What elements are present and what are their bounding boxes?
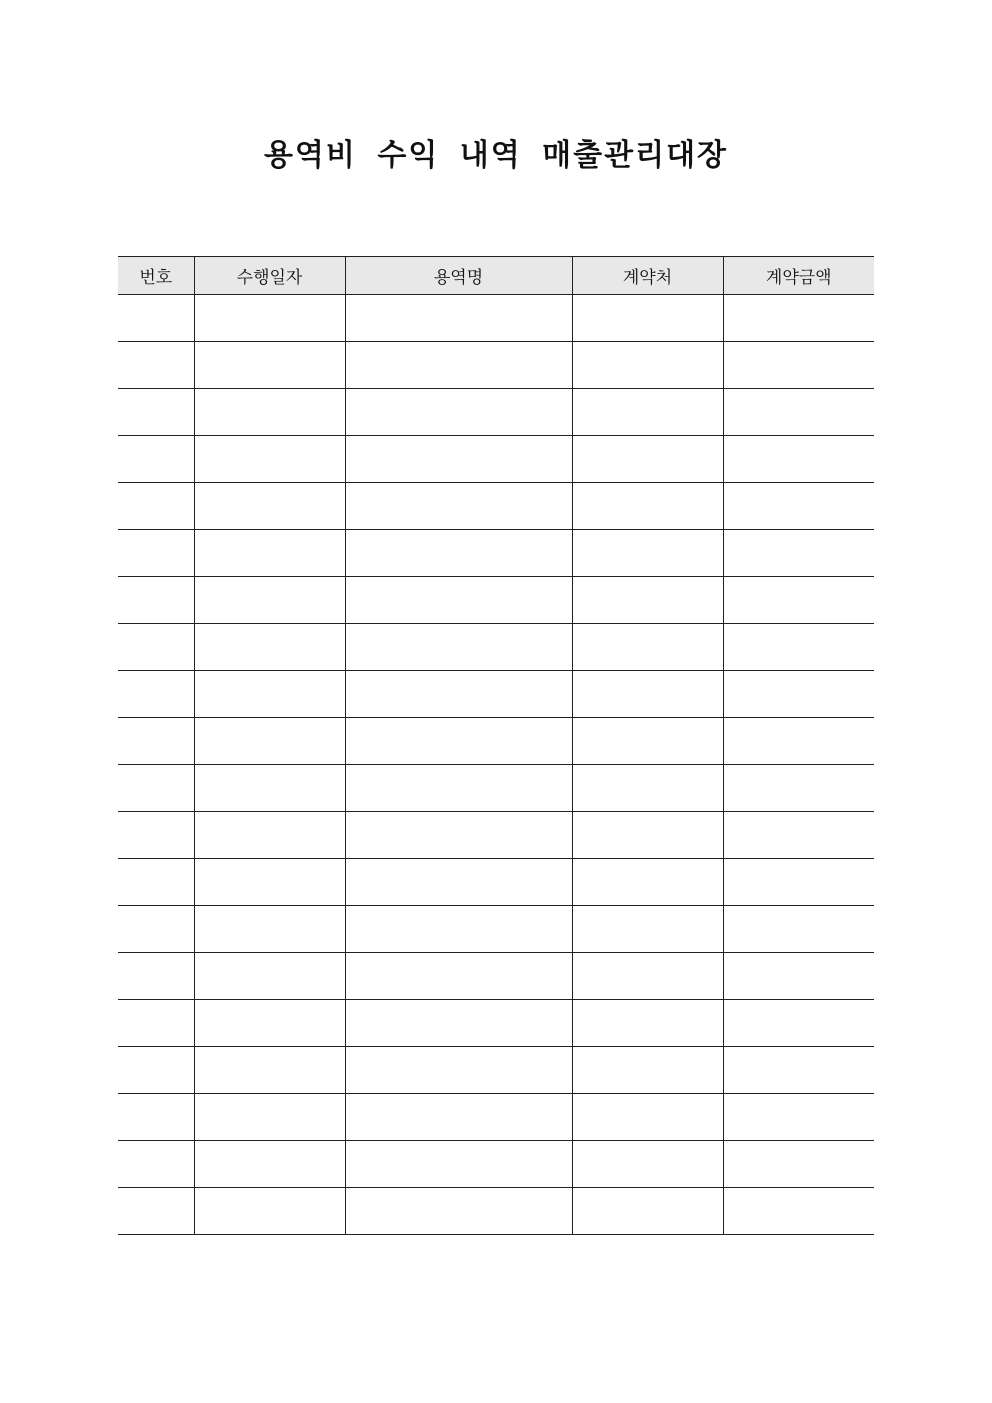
cell-number	[118, 436, 194, 483]
cell-date	[194, 906, 345, 953]
cell-client	[572, 765, 723, 812]
cell-number	[118, 906, 194, 953]
cell-contract-amount	[723, 812, 874, 859]
table-row	[118, 1141, 874, 1188]
cell-service-name	[345, 1141, 572, 1188]
cell-service-name	[345, 812, 572, 859]
cell-date	[194, 765, 345, 812]
cell-service-name	[345, 765, 572, 812]
cell-number	[118, 577, 194, 624]
cell-date	[194, 812, 345, 859]
cell-number	[118, 295, 194, 342]
table-row	[118, 906, 874, 953]
cell-number	[118, 671, 194, 718]
table-row	[118, 859, 874, 906]
cell-client	[572, 1094, 723, 1141]
cell-date	[194, 530, 345, 577]
header-date: 수행일자	[194, 257, 345, 295]
cell-service-name	[345, 342, 572, 389]
cell-number	[118, 342, 194, 389]
table-row	[118, 1094, 874, 1141]
cell-service-name	[345, 295, 572, 342]
table-row	[118, 530, 874, 577]
cell-number	[118, 1188, 194, 1235]
cell-contract-amount	[723, 1188, 874, 1235]
table-header-row	[118, 257, 874, 295]
header-number: 번호	[118, 257, 194, 295]
cell-contract-amount	[723, 342, 874, 389]
cell-date	[194, 1047, 345, 1094]
cell-service-name	[345, 577, 572, 624]
cell-contract-amount	[723, 436, 874, 483]
cell-service-name	[345, 953, 572, 1000]
cell-number	[118, 953, 194, 1000]
table-row	[118, 765, 874, 812]
cell-client	[572, 624, 723, 671]
cell-service-name	[345, 718, 572, 765]
cell-client	[572, 812, 723, 859]
cell-client	[572, 1000, 723, 1047]
cell-date	[194, 1094, 345, 1141]
table-row	[118, 389, 874, 436]
cell-contract-amount	[723, 624, 874, 671]
cell-service-name	[345, 1047, 572, 1094]
cell-date	[194, 295, 345, 342]
cell-client	[572, 389, 723, 436]
cell-number	[118, 483, 194, 530]
table-row	[118, 812, 874, 859]
cell-client	[572, 953, 723, 1000]
cell-service-name	[345, 483, 572, 530]
header-contract-amount: 계약금액	[723, 257, 874, 295]
cell-contract-amount	[723, 718, 874, 765]
cell-number	[118, 1094, 194, 1141]
cell-date	[194, 1000, 345, 1047]
table-row	[118, 718, 874, 765]
cell-contract-amount	[723, 671, 874, 718]
cell-service-name	[345, 1188, 572, 1235]
cell-service-name	[345, 1094, 572, 1141]
cell-number	[118, 624, 194, 671]
cell-service-name	[345, 859, 572, 906]
cell-date	[194, 342, 345, 389]
cell-client	[572, 483, 723, 530]
table-row	[118, 953, 874, 1000]
table-row	[118, 624, 874, 671]
cell-date	[194, 483, 345, 530]
cell-number	[118, 859, 194, 906]
cell-number	[118, 1141, 194, 1188]
cell-number	[118, 1047, 194, 1094]
cell-service-name	[345, 530, 572, 577]
cell-number	[118, 389, 194, 436]
cell-contract-amount	[723, 295, 874, 342]
cell-date	[194, 624, 345, 671]
cell-client	[572, 530, 723, 577]
cell-number	[118, 530, 194, 577]
cell-contract-amount	[723, 906, 874, 953]
cell-date	[194, 953, 345, 1000]
table-row	[118, 577, 874, 624]
cell-client	[572, 436, 723, 483]
cell-date	[194, 389, 345, 436]
header-service-name: 용역명	[345, 257, 572, 295]
cell-date	[194, 577, 345, 624]
cell-contract-amount	[723, 953, 874, 1000]
cell-date	[194, 1188, 345, 1235]
cell-date	[194, 859, 345, 906]
cell-date	[194, 671, 345, 718]
cell-contract-amount	[723, 1094, 874, 1141]
table-row	[118, 295, 874, 342]
cell-contract-amount	[723, 1000, 874, 1047]
cell-contract-amount	[723, 530, 874, 577]
cell-number	[118, 812, 194, 859]
cell-service-name	[345, 389, 572, 436]
table-row	[118, 671, 874, 718]
table-row	[118, 483, 874, 530]
cell-service-name	[345, 1000, 572, 1047]
cell-contract-amount	[723, 1047, 874, 1094]
cell-client	[572, 1188, 723, 1235]
cell-date	[194, 436, 345, 483]
cell-number	[118, 1000, 194, 1047]
table-row	[118, 1000, 874, 1047]
cell-service-name	[345, 671, 572, 718]
cell-client	[572, 906, 723, 953]
table-row	[118, 436, 874, 483]
table-row	[118, 1188, 874, 1235]
cell-client	[572, 718, 723, 765]
cell-client	[572, 859, 723, 906]
cell-date	[194, 1141, 345, 1188]
page-title: 용역비 수익 내역 매출관리대장	[263, 138, 729, 173]
cell-contract-amount	[723, 577, 874, 624]
table-row	[118, 342, 874, 389]
cell-client	[572, 577, 723, 624]
cell-service-name	[345, 436, 572, 483]
cell-number	[118, 765, 194, 812]
cell-service-name	[345, 624, 572, 671]
cell-contract-amount	[723, 483, 874, 530]
revenue-ledger-table	[118, 256, 874, 1235]
cell-contract-amount	[723, 859, 874, 906]
table-row	[118, 1047, 874, 1094]
cell-date	[194, 718, 345, 765]
cell-service-name	[345, 906, 572, 953]
cell-client	[572, 1141, 723, 1188]
header-client: 계약처	[572, 257, 723, 295]
cell-number	[118, 718, 194, 765]
cell-client	[572, 295, 723, 342]
cell-contract-amount	[723, 1141, 874, 1188]
cell-contract-amount	[723, 765, 874, 812]
table-body	[118, 295, 874, 1235]
cell-client	[572, 1047, 723, 1094]
cell-client	[572, 342, 723, 389]
cell-client	[572, 671, 723, 718]
cell-contract-amount	[723, 389, 874, 436]
